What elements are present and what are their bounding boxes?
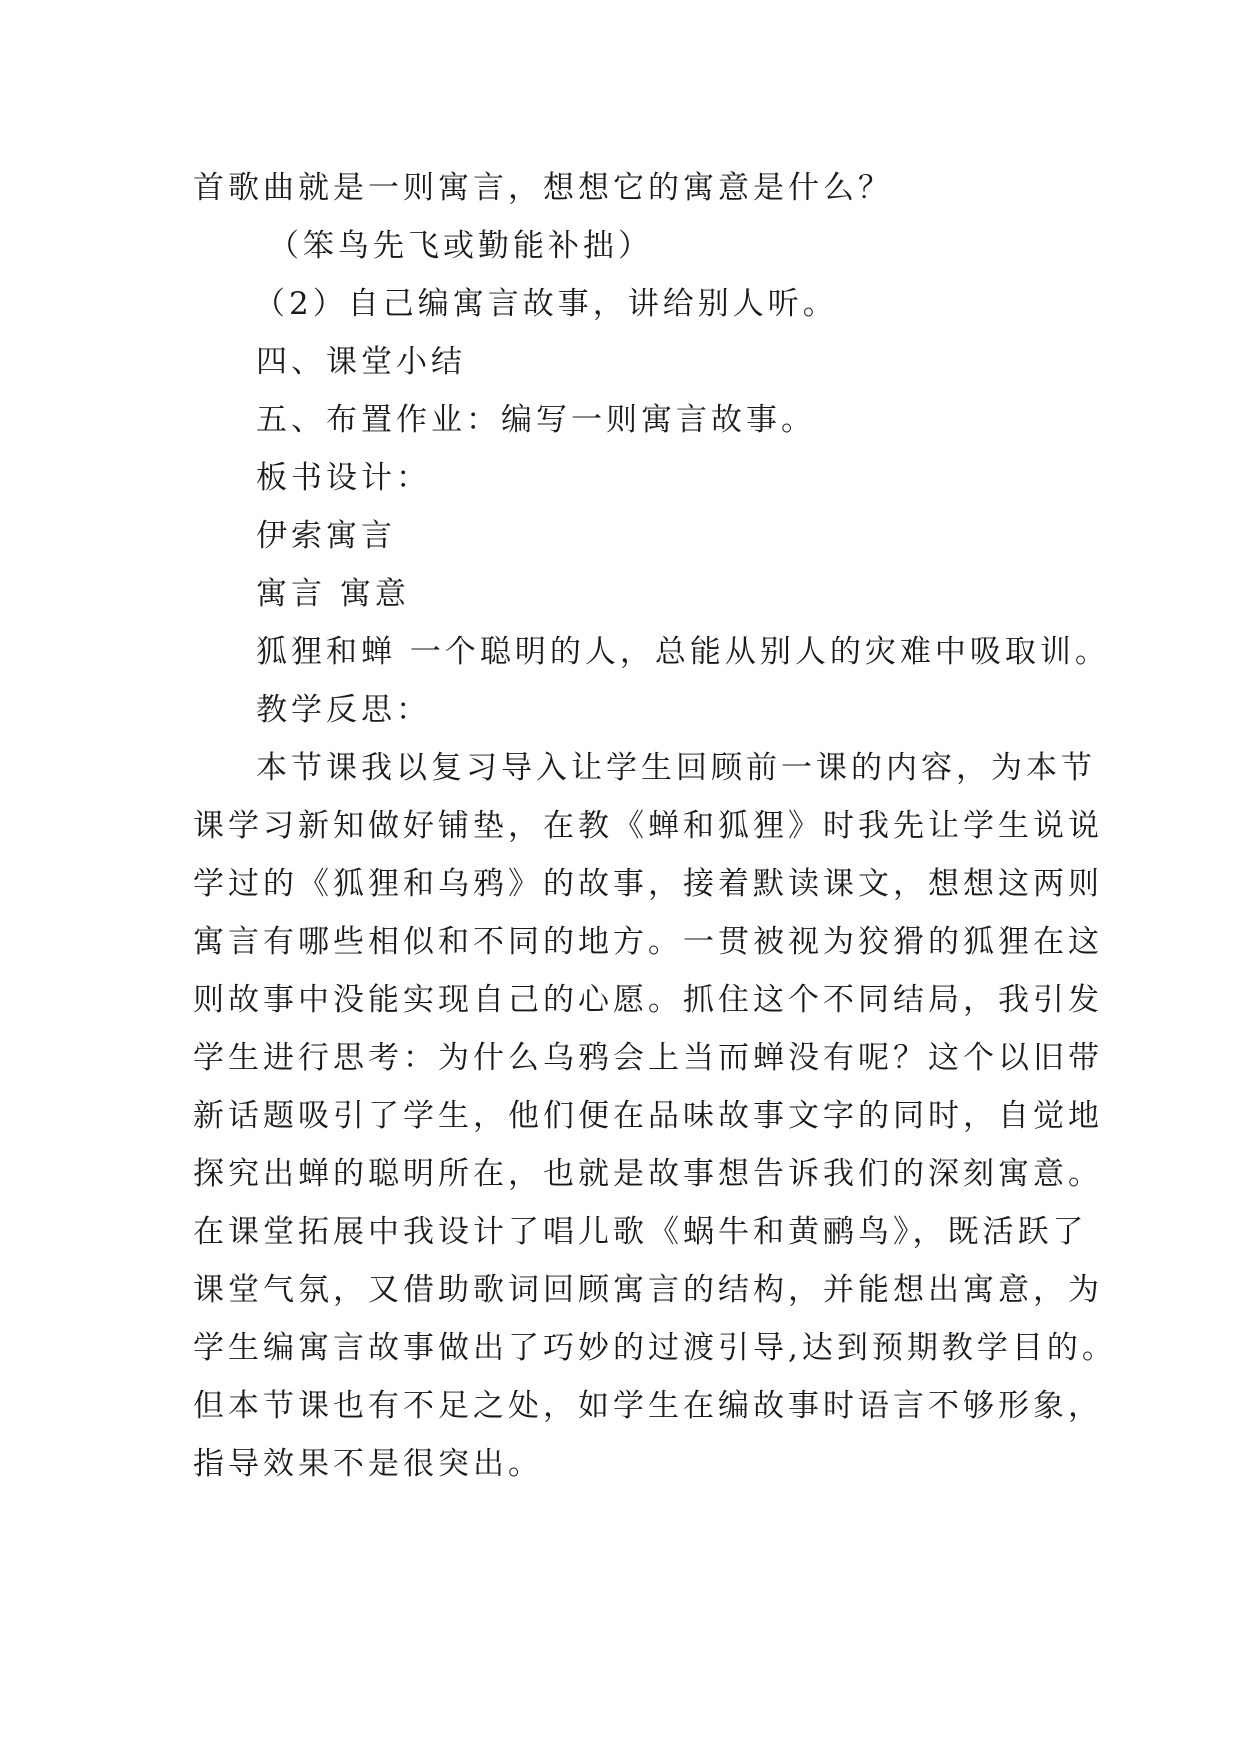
reflection-line: 新话题吸引了学生，他们便在品味故事文字的同时，自觉地: [193, 1098, 1103, 1134]
reflection-paragraph: [193, 748, 1117, 1502]
board-line-fable-moral: 寓言 寓意: [256, 576, 410, 612]
reflection-line: 学生编寓言故事做出了巧妙的过渡引导,达到预期教学目的。: [193, 1330, 1117, 1366]
reflection-line: 探究出蝉的聪明所在，也就是故事想告诉我们的深刻寓意。: [193, 1156, 1103, 1192]
board-line-title: 伊索寓言: [256, 518, 396, 554]
section-heading-homework: 五、布置作业：编写一则寓言故事。: [256, 402, 816, 438]
section-heading-summary: 四、课堂小结: [256, 344, 466, 380]
reflection-line: 课学习新知做好铺垫，在教《蝉和狐狸》时我先让学生说说: [193, 808, 1103, 844]
board-line-fox-cicada: 狐狸和蝉 一个聪明的人，总能从别人的灾难中吸取训。: [256, 634, 1110, 670]
reflection-line: 但本节课也有不足之处，如学生在编故事时语言不够形象，: [193, 1388, 1103, 1424]
reflection-line: 学过的《狐狸和乌鸦》的故事，接着默读课文，想想这两则: [193, 866, 1103, 902]
reflection-line: 学生进行思考：为什么乌鸦会上当而蝉没有呢？这个以旧带: [193, 1040, 1103, 1076]
reflection-line: 本节课我以复习导入让学生回顾前一课的内容，为本节: [256, 750, 1096, 786]
reflection-line: 课堂气氛，又借助歌词回顾寓言的结构，并能想出寓意，为: [193, 1272, 1103, 1308]
reflection-line: 指导效果不是很突出。: [193, 1446, 543, 1482]
reflection-line: 则故事中没能实现自己的心愿。抓住这个不同结局，我引发: [193, 982, 1103, 1018]
reflection-line: 在课堂拓展中我设计了唱儿歌《蜗牛和黄鹂鸟》，既活跃了: [193, 1214, 1088, 1250]
text-line-step-2: （2）自己编寓言故事，讲给别人听。: [254, 286, 838, 322]
text-line-song-question: 首歌曲就是一则寓言，想想它的寓意是什么？: [193, 170, 893, 206]
reflection-line: 寓言有哪些相似和不同的地方。一贯被视为狡猾的狐狸在这: [193, 924, 1103, 960]
section-heading-reflection: 教学反思：: [256, 692, 431, 728]
text-line-answer: （笨鸟先飞或勤能补拙）: [268, 228, 653, 264]
section-heading-board-design: 板书设计：: [256, 460, 431, 496]
